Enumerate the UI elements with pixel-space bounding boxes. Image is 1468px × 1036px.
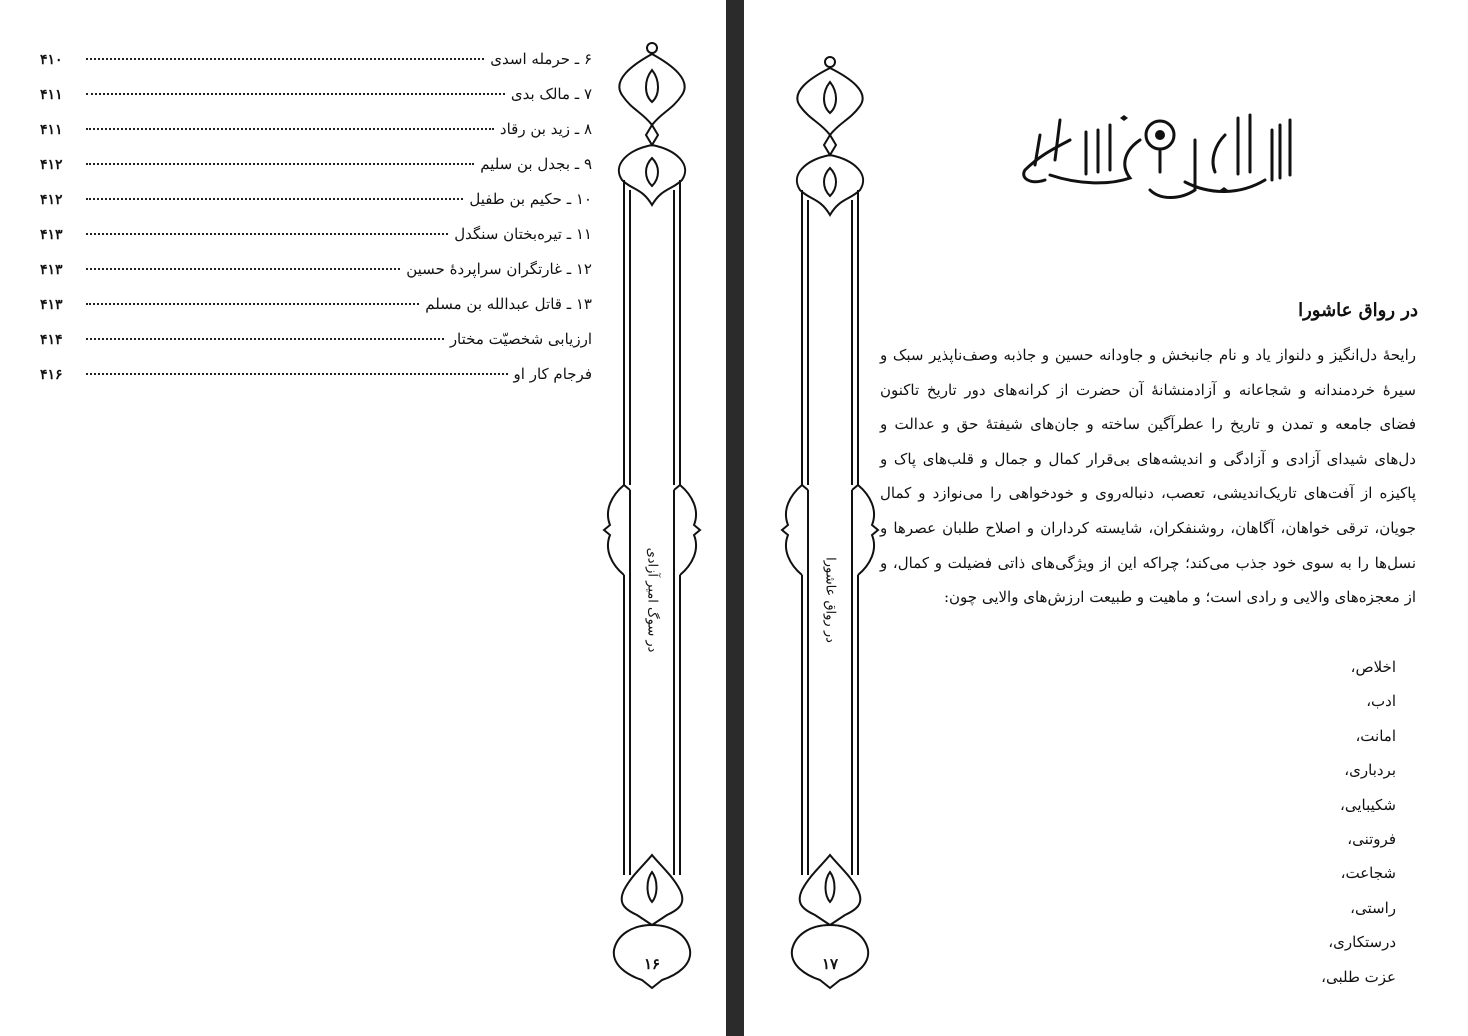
- toc-entry: [40, 155, 592, 190]
- toc-entry-page: ۴۱۲: [40, 192, 63, 208]
- toc-entry-page: ۴۱۱: [40, 122, 63, 138]
- list-item: امانت،: [1355, 726, 1396, 745]
- toc-leader-dots: [86, 338, 444, 340]
- ornamental-border-column: [602, 40, 702, 1020]
- toc-entry: [40, 225, 592, 260]
- toc-leader-dots: [86, 373, 508, 375]
- toc-entry-title: ۹ ـ بجدل بن سلیم: [480, 155, 592, 173]
- toc-entry-page: ۴۱۰: [40, 52, 63, 68]
- toc-entry: [40, 365, 592, 400]
- toc-entry: [40, 260, 592, 295]
- toc-entry: [40, 295, 592, 330]
- list-item: اخلاص،: [1350, 658, 1396, 676]
- toc-entry-title: ۱۲ ـ غارتگران سراپردهٔ حسین: [406, 260, 592, 278]
- list-item: فروتنی،: [1347, 830, 1396, 849]
- toc-entry-title: ۸ ـ زید بن رقاد: [499, 120, 592, 138]
- list-item: شجاعت،: [1340, 864, 1396, 883]
- toc-leader-dots: [86, 128, 494, 130]
- toc-entry-title: ۱۳ ـ قاتل عبدالله بن مسلم: [425, 295, 592, 313]
- table-of-contents: [40, 50, 592, 400]
- body-paragraph: رایحهٔ دل‌انگیز و دلنواز یاد و نام جانبخش و جاودانه حسین و جاذبه وصف‌ناپذیر سبک و سیرهٔ خردمندانه و شجاعانه و آزادمنشانهٔ آن حضرت از کرانه‌های دور تاریخ تاکنون فضای جامعه و تمدن و تاریخ را عطرآگین ساخته و جان‌های شیفتهٔ حق و عدالت و دل‌های شیدای آزادی و آزادگی و اندیشه‌های بی‌قرار کمال و جمال و قلب‌های پاک و پاکیزه از آفت‌های تاریک‌اندیشی، تعصب، دنباله‌روی و خودخواهی را می‌نوازد و کمال جویان، ترقی خواهان، آگاهان، روشنفکران، شایسته کرداران و اصلاح طلبان عصرها و نسل‌ها را به سوی خود جذب می‌کند؛ چراکه این از ویژگی‌های ذاتی فضیلت و کمال، و از معجزه‌های والایی و رادی است؛ و ماهیت و طبیعت ارزش‌های والایی چون:: [880, 346, 1416, 607]
- toc-entry-page: ۴۱۶: [40, 367, 63, 383]
- toc-entry-page: ۴۱۴: [40, 332, 63, 348]
- toc-entry-page: ۴۱۲: [40, 157, 63, 173]
- section-title: در رواق عاشورا: [1298, 300, 1418, 321]
- toc-entry-title: فرجام کار او: [513, 365, 592, 383]
- toc-entry: [40, 50, 592, 85]
- page-number: ۱۷: [821, 955, 839, 973]
- ornament-svg: [602, 40, 702, 1020]
- virtue-list: [1321, 650, 1396, 994]
- toc-entry: [40, 85, 592, 120]
- toc-leader-dots: [86, 58, 484, 60]
- ornamental-border-column: [780, 40, 880, 1020]
- toc-entry: [40, 120, 592, 155]
- toc-entry-page: ۴۱۳: [40, 297, 63, 313]
- toc-entry-page: ۴۱۱: [40, 87, 63, 103]
- running-head: در سوگ امیر آزادی: [644, 547, 660, 653]
- toc-entry-page: ۴۱۳: [40, 262, 63, 278]
- list-item: درستکاری،: [1328, 933, 1396, 952]
- toc-leader-dots: [86, 303, 419, 305]
- toc-entry-title: ۱۱ ـ تیره‌بختان سنگدل: [454, 225, 592, 243]
- ornament-svg: [780, 40, 880, 1020]
- toc-entry-title: ۱۰ ـ حکیم بن طفیل: [469, 190, 592, 208]
- toc-entry: [40, 190, 592, 225]
- toc-entry-title: ارزیابی شخصیّت مختار: [449, 330, 592, 348]
- running-head: در رواق عاشورا: [822, 557, 838, 643]
- toc-entry: [40, 330, 592, 365]
- bismillah-calligraphy-icon: [1010, 100, 1300, 210]
- right-page: [744, 0, 1468, 1036]
- list-item: راستی،: [1350, 898, 1396, 917]
- list-item: ادب،: [1366, 692, 1396, 711]
- page-number: ۱۶: [643, 955, 661, 973]
- toc-leader-dots: [86, 198, 463, 200]
- toc-leader-dots: [86, 233, 448, 235]
- list-item: بردباری،: [1344, 761, 1396, 780]
- toc-leader-dots: [86, 163, 474, 165]
- toc-entry-title: ۶ ـ حرمله اسدی: [490, 50, 592, 68]
- list-item: شکیبایی،: [1340, 795, 1396, 814]
- toc-entry-title: ۷ ـ مالک بدی: [510, 85, 592, 103]
- toc-leader-dots: [86, 93, 505, 95]
- list-item: عزت طلبی،: [1321, 967, 1396, 986]
- left-page: [0, 0, 726, 1036]
- toc-entry-page: ۴۱۳: [40, 227, 63, 243]
- toc-leader-dots: [86, 268, 400, 270]
